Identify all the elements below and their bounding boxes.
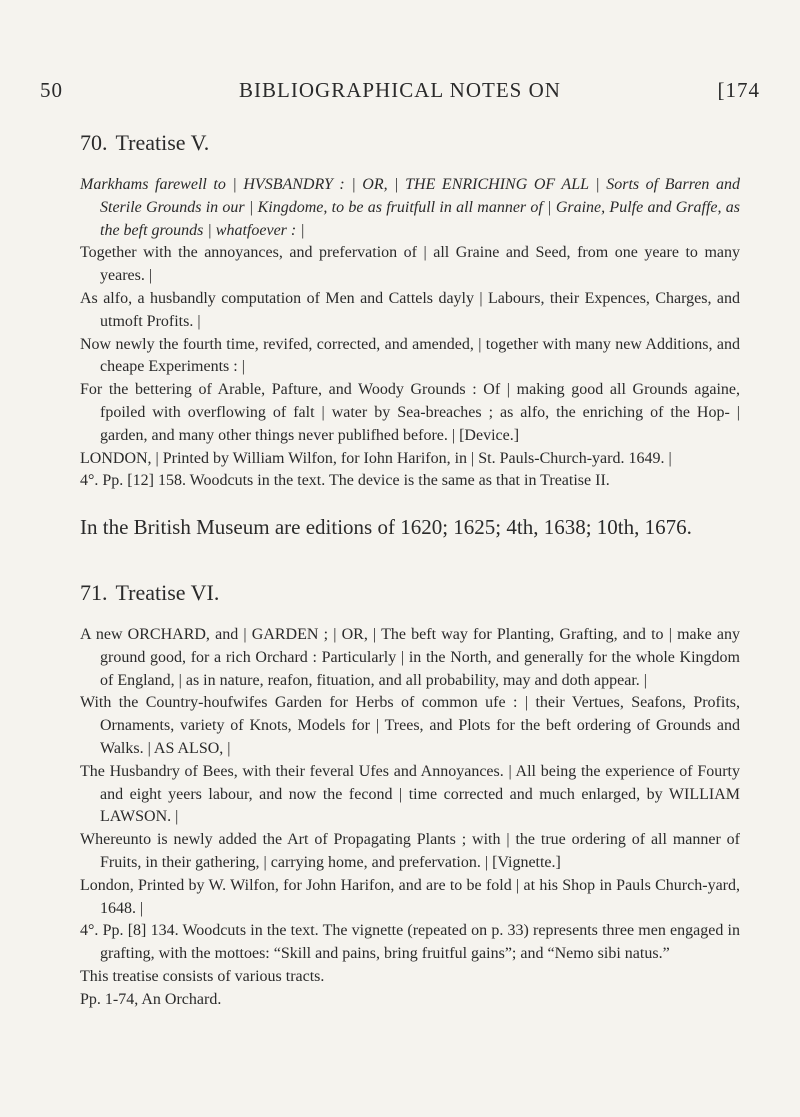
museum-note-text: In the British Museum are editions of 1620; 1625; 4th, 1638; 10th, 1676. [80, 515, 692, 539]
entry-heading-70 [80, 130, 209, 156]
running-header [40, 78, 760, 108]
entry-71-para: The Husbandry of Bees, with their feveral Ufes and Annoyances. | All being the experience of Fourty and eight yeers labour, and now the fecond | time corrected and much enlarged, by WILLIAM LAWSON. | [80, 762, 740, 826]
entry-71-imprint: London, Printed by W. Wilfon, for John Harifon, and are to be fold | at his Shop in Pauls Church-yard, 1648. | [80, 876, 740, 917]
entry-heading-71 [80, 580, 219, 606]
entry-title: Treatise VI. [115, 580, 220, 605]
entry-71-para: Whereunto is newly added the Art of Propagating Plants ; with | the true ordering of all manner of Fruits, in their gathering, | carrying home, and prefervation. | [Vignette.] [80, 831, 740, 871]
entry-70-imprint: LONDON, | Printed by William Wilfon, for Iohn Harifon, in | St. Pauls-Church-yard. 1649. | [80, 449, 672, 467]
page-number: 50 [40, 78, 63, 102]
entry-title: Treatise V. [115, 130, 210, 155]
section-reference: [174 [717, 78, 760, 102]
entry-71-collation: 4°. Pp. [8] 134. Woodcuts in the text. The vignette (repeated on p. 33) represents three men engaged in grafting, with the mottoes: “Skill and pains, bring fruitful gains”; and “Nemo sibi natus.” [80, 922, 740, 963]
entry-70-collation: 4°. Pp. [12] 158. Woodcuts in the text. The device is the same as that in Treatise II. [80, 472, 610, 490]
entry-70-para: Now newly the fourth time, revifed, corrected, and amended, | together with many new Additions, and cheape Experiments : | [80, 335, 740, 376]
running-title: BIBLIOGRAPHICAL NOTES ON [239, 78, 561, 102]
entry-70-title-transcription: Markhams farewell to | HVSBANDRY : | OR, | THE ENRICHING OF ALL | Sorts of Barren and Sterile Grounds in our | Kingdome, to be as fruitfull in all manner of | Graine, Pulfe and Graffe, as the beft grounds | whatfoever : | [80, 176, 740, 239]
entry-71-title-transcription: A new ORCHARD, and | GARDEN ; | OR, | The beft way for Planting, Grafting, and to | make any ground good, for a rich Orchard : Particularly | in the North, and generally for the whole Kingdom of England, | as in nature, reafon, fituation, and all probability, may and doth appear. | [80, 626, 740, 689]
entry-70-body [80, 174, 740, 493]
entry-number: 71. [80, 580, 108, 605]
entry-71-note: Pp. 1-74, An Orchard. [80, 990, 222, 1008]
entry-70-para: As alfo, a husbandly computation of Men and Cattels dayly | Labours, their Expences, Charges, and utmoft Profits. | [80, 289, 740, 330]
entry-70-para: Together with the annoyances, and prefervation of | all Graine and Seed, from one yeare to many yeares. | [80, 244, 740, 285]
entry-number: 70. [80, 130, 108, 155]
entry-71-note: This treatise consists of various tracts. [80, 967, 325, 985]
entry-71-body [80, 624, 740, 1012]
entry-70-para: For the bettering of Arable, Pafture, and Woody Grounds : Of | making good all Grounds againe, fpoiled with overflowing of falt | water by Sea-breaches ; as alfo, the enriching of the Hop- | garden, and many other things never publifhed before. | [Device.] [80, 381, 740, 444]
entry-71-para: With the Country-houfwifes Garden for Herbs of common ufe : | their Vertues, Seafons, Profits, Ornaments, variety of Knots, Models for | Trees, and Plots for the beft ordering of Grounds and Walks. | AS ALSO, | [80, 694, 740, 757]
museum-note [40, 514, 740, 541]
